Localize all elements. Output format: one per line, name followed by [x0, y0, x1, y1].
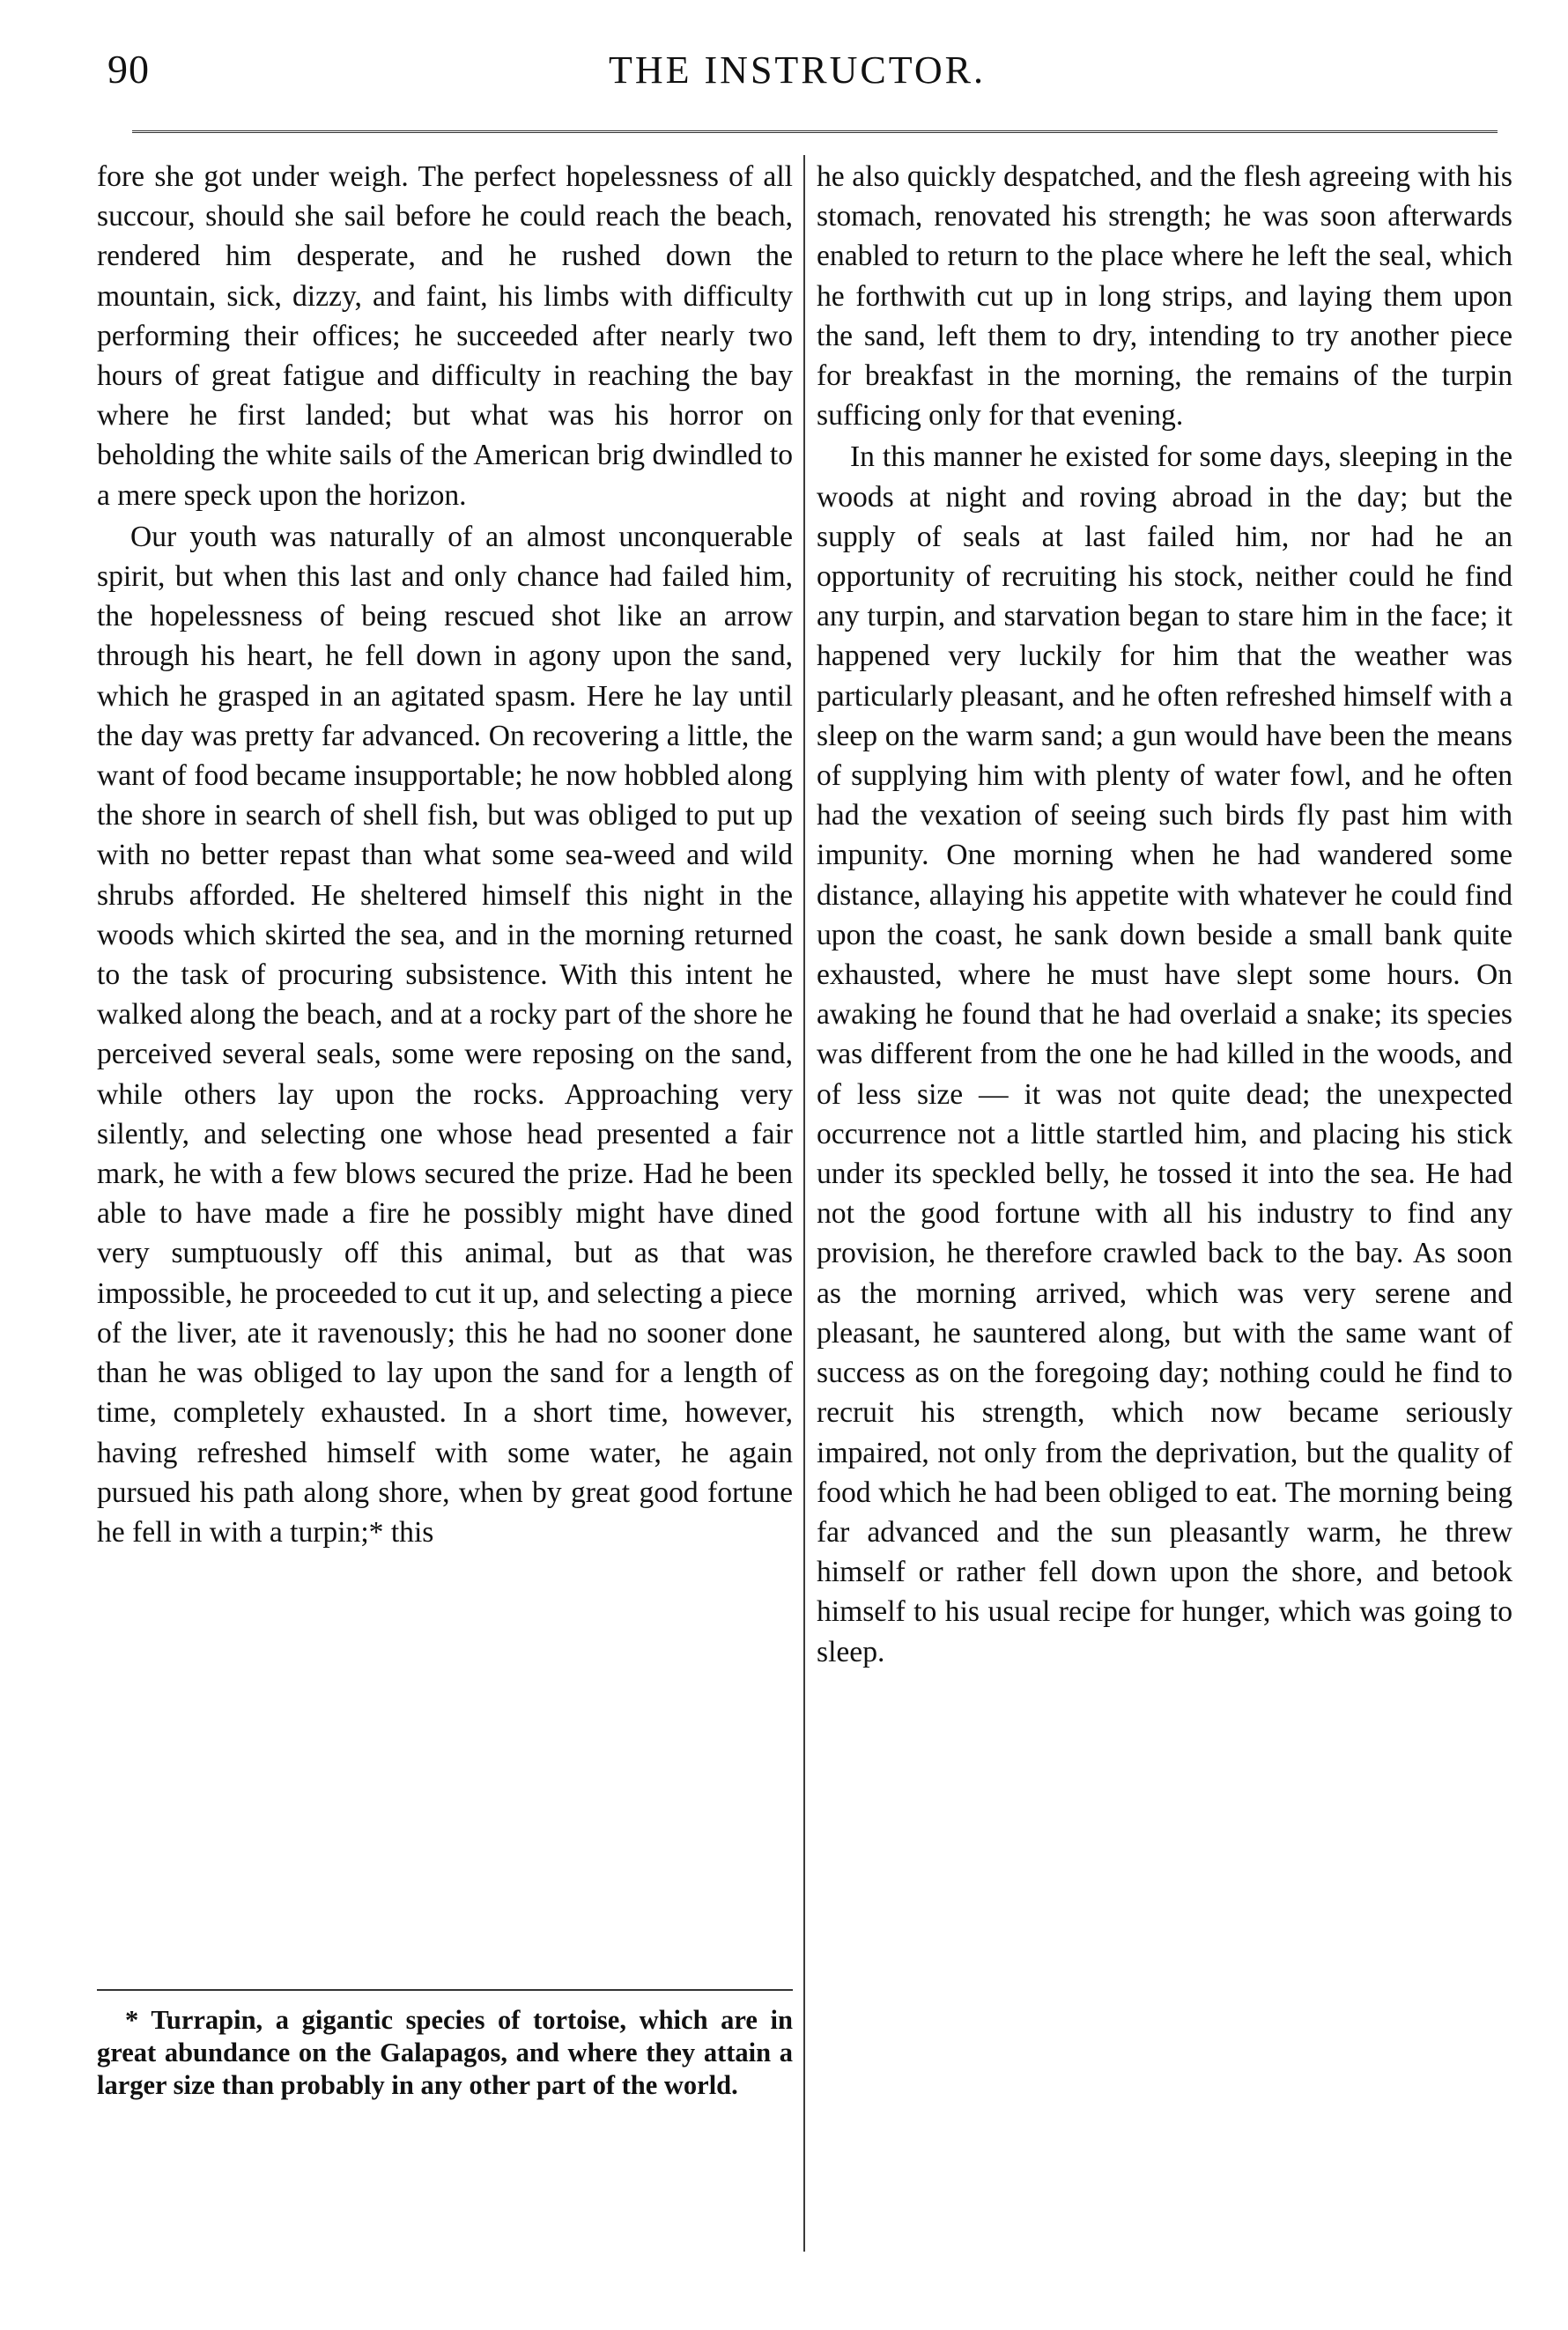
left-column [97, 157, 793, 1552]
right-column [817, 157, 1513, 1672]
header-rule [132, 130, 1498, 133]
column-divider [803, 155, 805, 2252]
footnote: * Turrapin, a gigantic species of tortoise, which are in great abundance on the Galapagos, and where they attain a larger size than probably in any other part of the world. [97, 2005, 793, 2100]
page-header [97, 46, 1498, 107]
right-paragraph-1: he also quickly despatched, and the flesh agreeing with his stomach, renovated his strength; he was soon afterwards enabled to return to the place where he left the seal, which he forthwith cut up in long strips, and laying them upon the sand, left them to dry, intending to try another piece for breakfast in the morning, the remains of the turpin sufficing only for that evening. [817, 160, 1513, 433]
footnote-rule [97, 1989, 793, 1991]
page-number: 90 [107, 47, 150, 92]
right-paragraph-2: In this manner he existed for some days, sleeping in the woods at night and roving abroad in the day; but the supply of seals at last failed him, nor had he an opportunity of recruiting his stock, neither could he find any turpin, and starvation began to stare him in the face; it happened very luckily for him that the weather was particularly pleasant, and he often refreshed himself with a sleep on the warm sand; a gun would have been the means of supplying him with plenty of water fowl, and he often had the vexation of seeing such birds fly past him with impunity. One morning when he had wandered some distance, allaying his appetite with whatever he could find upon the coast, he sank down beside a small bank quite exhausted, where he must have slept some hours. On awaking he found that he had overlaid a snake; its species was different from the one he had killed in the woods, and of less size — it was not quite dead; the unexpected occurrence not a little startled him, and placing his stick under its speckled belly, he tossed it into the sea. He had not the good fortune with all his industry to find any provision, he therefore crawled back to the bay. As soon as the morning arrived, which was very serene and pleasant, he sauntered along, but with the same want of success as on the foregoing day; nothing could he find to recruit his strength, which now became seriously impaired, not only from the deprivation, but the quality of food which he had been obliged to eat. The morning being far advanced and the sun pleasantly warm, he threw himself or rather fell down upon the shore, and betook himself to his usual recipe for hunger, which was going to sleep. [817, 440, 1513, 1668]
left-paragraph-2: Our youth was naturally of an almost unconquerable spirit, but when this last and only chance had failed him, the hopelessness of being rescued shot like an arrow through his heart, he fell down in agony upon the sand, which he grasped in an agitated spasm. Here he lay until the day was pretty far advanced. On recovering a little, the want of food became insupportable; he now hobbled along the shore in search of shell fish, but was obliged to put up with no better repast than what some sea-weed and wild shrubs afforded. He sheltered himself this night in the woods which skirted the sea, and in the morning returned to the task of procuring subsistence. With this intent he walked along the beach, and at a rocky part of the shore he perceived several seals, some were reposing on the sand, while others lay upon the rocks. Approaching very silently, and selecting one whose head presented a fair mark, he with a few blows secured the prize. Had he been able to have made a fire he possibly might have dined very sumptuously off this animal, but as that was impossible, he proceeded to cut it up, and selecting a piece of the liver, ate it ravenously; this he had no sooner done than he was obliged to lay upon the sand for a length of time, completely exhausted. In a short time, however, having refreshed himself with some water, he again pursued his path along shore, when by great good fortune he fell in with a turpin;* this [97, 520, 793, 1549]
running-title: THE INSTRUCTOR. [609, 48, 986, 92]
left-paragraph-1: fore she got under weigh. The perfect hopelessness of all succour, should she sail before he could reach the beach, rendered him desperate, and he rushed down the mountain, sick, dizzy, and faint, his limbs with difficulty performing their offices; he succeeded after nearly two hours of great fatigue and difficulty in reaching the bay where he first landed; but what was his horror on beholding the white sails of the American brig dwindled to a mere speck upon the horizon. [97, 160, 793, 512]
